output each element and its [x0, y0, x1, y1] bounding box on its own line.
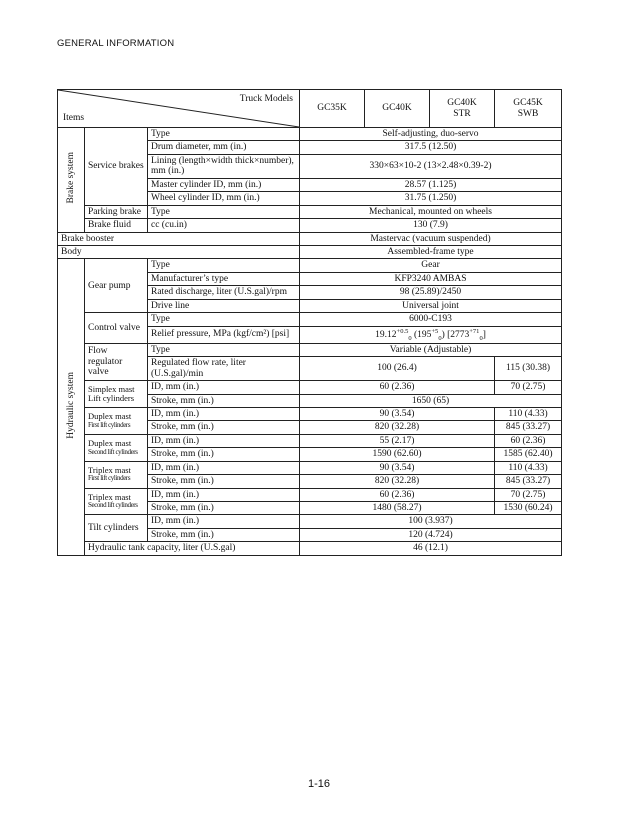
- row-value: 60 (2.36): [495, 434, 562, 447]
- parking-brake-label: Parking brake: [85, 205, 148, 218]
- table-row: [58, 232, 562, 245]
- service-brakes-label: Service brakes: [85, 128, 148, 206]
- row-label: Drive line: [148, 299, 300, 312]
- row-value: 60 (2.36): [300, 381, 495, 394]
- row-label: Rated discharge, liter (U.S.gal)/rpm: [148, 286, 300, 299]
- row-label: Type: [148, 128, 300, 141]
- duplex-second-sub: Second lift cylinders: [88, 447, 138, 456]
- relief-value-kgf: (195: [413, 329, 432, 340]
- duplex-first-label: [85, 407, 148, 434]
- row-value: 845 (33.27): [495, 421, 562, 434]
- row-value: 70 (2.75): [495, 488, 562, 501]
- tolerance-upper: +5: [431, 327, 439, 335]
- row-value: 90 (3.54): [300, 461, 495, 474]
- row-value: 820 (32.28): [300, 421, 495, 434]
- row-value: Universal joint: [300, 299, 562, 312]
- duplex-first-sub: First lift cylinders: [88, 420, 131, 429]
- tolerance-upper: +71: [469, 327, 480, 335]
- row-value: 100 (26.4): [300, 357, 495, 381]
- row-label: Stroke, mm (in.): [148, 421, 300, 434]
- row-label: Stroke, mm (in.): [148, 475, 300, 488]
- hydraulic-system-label: Hydraulic system: [65, 371, 76, 439]
- brake-booster-label: Brake booster: [58, 232, 300, 245]
- row-value: 820 (32.28): [300, 475, 495, 488]
- row-label: Relief pressure, MPa (kgf/cm²) [psi]: [148, 326, 300, 343]
- table-header-row: [58, 90, 562, 128]
- hydraulic-system-group: [58, 259, 85, 555]
- triplex-second-sub: Second lift cylinders: [88, 501, 138, 510]
- row-value: 98 (25.89)/2450: [300, 286, 562, 299]
- bracket-close: ]: [482, 329, 486, 340]
- row-label: Stroke, mm (in.): [148, 394, 300, 407]
- row-value: Variable (Adjustable): [300, 343, 562, 356]
- row-label: Type: [148, 259, 300, 272]
- control-valve-label: Control valve: [85, 313, 148, 344]
- row-value: 110 (4.33): [495, 407, 562, 420]
- model-gc35k: GC35K: [300, 90, 365, 128]
- table-row: [58, 219, 562, 232]
- row-value: 1530 (60.24): [495, 502, 562, 515]
- row-value: 110 (4.33): [495, 461, 562, 474]
- row-value: 120 (4.724): [300, 528, 562, 541]
- brake-fluid-label: Brake fluid: [85, 219, 148, 232]
- row-label: ID, mm (in.): [148, 488, 300, 501]
- row-value: 90 (3.54): [300, 407, 495, 420]
- row-label: Type: [148, 343, 300, 356]
- table-row: [58, 488, 562, 501]
- diagonal-header-cell: [58, 90, 300, 128]
- table-row: [58, 381, 562, 394]
- table-row: [58, 128, 562, 141]
- row-value: 31.75 (1.250): [300, 192, 562, 205]
- row-label: Regulated flow rate, liter (U.S.gal)/min: [148, 357, 300, 381]
- triplex-first-title: Triplex mast: [88, 465, 131, 476]
- table-row: [58, 313, 562, 326]
- simplex-mast-title: Simplex mast: [88, 383, 135, 394]
- row-label: Lining (length×width thick×number), mm (in.): [148, 154, 300, 178]
- row-value: Assembled-frame type: [300, 245, 562, 258]
- triplex-second-title: Triplex mast: [88, 491, 131, 502]
- relief-pressure-value: [300, 326, 562, 343]
- tolerance-lower: 0: [438, 334, 442, 342]
- row-label: Manufacturer’s type: [148, 272, 300, 285]
- specifications-table: [57, 89, 562, 556]
- row-label: Stroke, mm (in.): [148, 528, 300, 541]
- row-label: ID, mm (in.): [148, 381, 300, 394]
- row-value: 70 (2.75): [495, 381, 562, 394]
- row-value: 6000-C193: [300, 313, 562, 326]
- items-label: Items: [63, 112, 85, 123]
- table-row: [58, 461, 562, 474]
- row-value: 60 (2.36): [300, 488, 495, 501]
- table-row: [58, 205, 562, 218]
- page-number: 1-16: [307, 778, 331, 790]
- row-value: Mastervac (vacuum suspended): [300, 232, 562, 245]
- row-value: Mechanical, mounted on wheels: [300, 205, 562, 218]
- row-label: ID, mm (in.): [148, 515, 300, 528]
- tilt-cylinders-label: Tilt cylinders: [85, 515, 148, 542]
- row-value: 130 (7.9): [300, 219, 562, 232]
- table-row: [58, 515, 562, 528]
- triplex-first-sub: First lift cylinders: [88, 474, 131, 483]
- table-row: [58, 259, 562, 272]
- table-row: [58, 343, 562, 356]
- table-row: [58, 407, 562, 420]
- triplex-first-label: [85, 461, 148, 488]
- simplex-mast-sub: Lift cylinders: [88, 393, 135, 403]
- gear-pump-label: Gear pump: [85, 259, 148, 313]
- row-label: Type: [148, 205, 300, 218]
- flow-regulator-label: Flow regulator valve: [85, 343, 148, 380]
- hydraulic-tank-label: Hydraulic tank capacity, liter (U.S.gal): [85, 542, 300, 555]
- row-label: cc (cu.in): [148, 219, 300, 232]
- row-value: 46 (12.1): [300, 542, 562, 555]
- row-value: 845 (33.27): [495, 475, 562, 488]
- body-label: Body: [58, 245, 300, 258]
- model-gc40k: GC40K: [365, 90, 430, 128]
- duplex-second-label: [85, 434, 148, 461]
- brake-system-label: Brake system: [65, 152, 76, 204]
- table-row: [58, 245, 562, 258]
- row-value: 100 (3.937): [300, 515, 562, 528]
- duplex-second-title: Duplex mast: [88, 438, 132, 449]
- row-value: 1650 (65): [300, 394, 562, 407]
- row-label: Master cylinder ID, mm (in.): [148, 178, 300, 191]
- row-label: Wheel cylinder ID, mm (in.): [148, 192, 300, 205]
- row-value: 1585 (62.40): [495, 448, 562, 461]
- tolerance-lower: 0: [408, 334, 412, 342]
- row-value: 1480 (58.27): [300, 502, 495, 515]
- row-value: 317.5 (12.50): [300, 141, 562, 154]
- duplex-first-title: Duplex mast: [88, 411, 132, 422]
- table-row: [58, 434, 562, 447]
- row-value: 28.57 (1.125): [300, 178, 562, 191]
- tolerance-lower: 0: [479, 334, 483, 342]
- simplex-mast-label: [85, 381, 148, 408]
- row-value: 330×63×10-2 (13×2.48×0.39-2): [300, 154, 562, 178]
- row-value: 115 (30.38): [495, 357, 562, 381]
- truck-models-label: Truck Models: [239, 94, 294, 104]
- row-label: Drum diameter, mm (in.): [148, 141, 300, 154]
- row-label: Stroke, mm (in.): [148, 502, 300, 515]
- page-header: GENERAL INFORMATION: [57, 38, 175, 49]
- row-label: ID, mm (in.): [148, 461, 300, 474]
- tolerance-upper: +0.5: [396, 327, 409, 335]
- triplex-second-label: [85, 488, 148, 515]
- row-label: Stroke, mm (in.): [148, 448, 300, 461]
- relief-value-mpa: 19.12: [375, 329, 397, 340]
- row-value: 55 (2.17): [300, 434, 495, 447]
- row-label: Type: [148, 313, 300, 326]
- row-value: Self-adjusting, duo-servo: [300, 128, 562, 141]
- row-label: ID, mm (in.): [148, 407, 300, 420]
- table-row: [58, 542, 562, 555]
- row-label: ID, mm (in.): [148, 434, 300, 447]
- model-gc40k-str: GC40K STR: [430, 90, 495, 128]
- brake-system-group: [58, 128, 85, 233]
- row-value: 1590 (62.60): [300, 448, 495, 461]
- row-value: KFP3240 AMBAS: [300, 272, 562, 285]
- relief-value-psi: ) [2773: [441, 329, 470, 340]
- row-value: Gear: [300, 259, 562, 272]
- model-gc45k-swb: GC45K SWB: [495, 90, 562, 128]
